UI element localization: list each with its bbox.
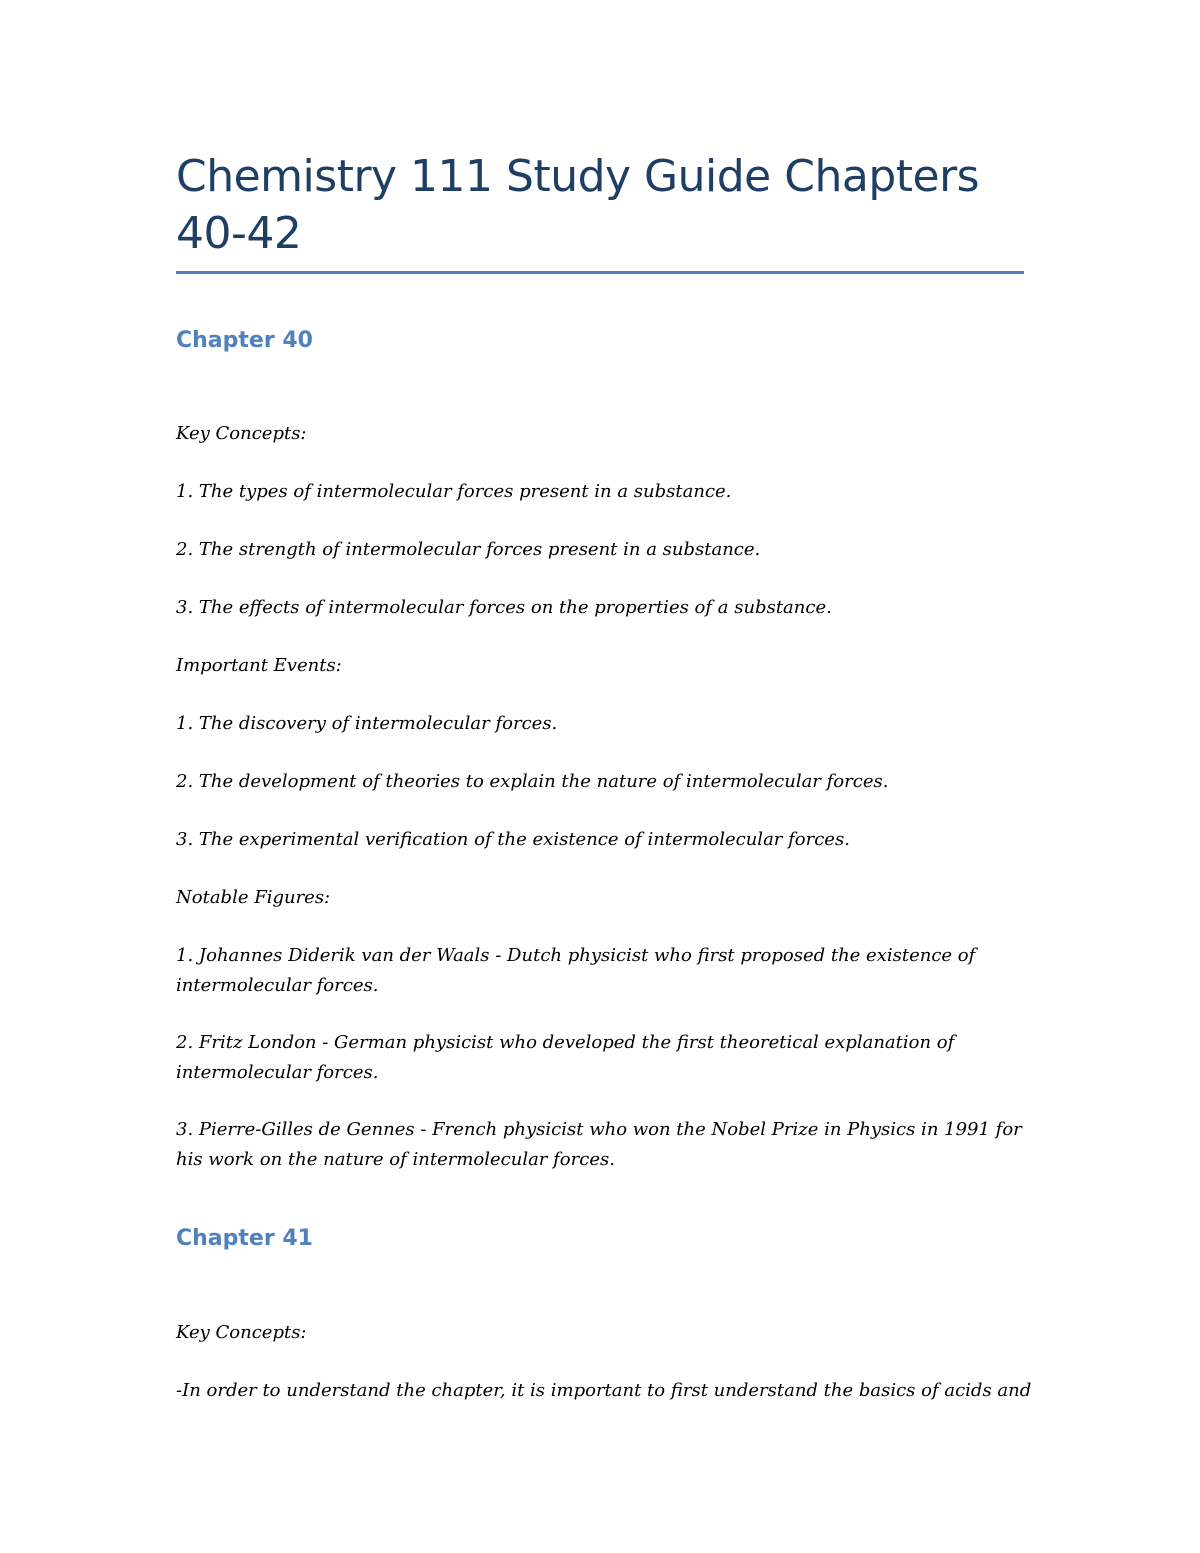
ch40-notable-figure-1: 1. Johannes Diderik van der Waals - Dutch physicist who first proposed the existence of intermolecular forces. (176, 945, 976, 996)
document-title: Chemistry 111 Study Guide Chapters 40-42 (176, 151, 980, 259)
ch41-key-concept-1: -In order to understand the chapter, it is important to first understand the basics of acids and (176, 1380, 1032, 1401)
ch40-key-concept-1: 1. The types of intermolecular forces present in a substance. (176, 481, 732, 502)
ch40-important-event-3: 3. The experimental verification of the existence of intermolecular forces. (176, 829, 850, 850)
chapter-41-heading: Chapter 41 (176, 1226, 313, 1251)
ch40-important-event-1: 1. The discovery of intermolecular forces. (176, 713, 558, 734)
ch40-notable-figure-3: 3. Pierre-Gilles de Gennes - French physicist who won the Nobel Prize in Physics in 1991 for his work on the nature of intermolecular forces. (176, 1119, 1022, 1170)
ch40-key-concept-2: 2. The strength of intermolecular forces present in a substance. (176, 539, 761, 560)
ch40-notable-figure-2: 2. Fritz London - German physicist who developed the first theoretical explanation of intermolecular forces. (176, 1032, 955, 1083)
chapter-40-heading: Chapter 40 (176, 328, 313, 353)
title-underline (176, 271, 1024, 274)
ch40-important-events-label: Important Events: (176, 655, 342, 676)
ch41-key-concepts-label: Key Concepts: (176, 1322, 307, 1343)
ch40-important-event-2: 2. The development of theories to explain the nature of intermolecular forces. (176, 771, 889, 792)
ch40-key-concept-3: 3. The effects of intermolecular forces on the properties of a substance. (176, 597, 832, 618)
ch40-key-concepts-label: Key Concepts: (176, 423, 307, 444)
ch40-notable-figures-label: Notable Figures: (176, 887, 331, 908)
